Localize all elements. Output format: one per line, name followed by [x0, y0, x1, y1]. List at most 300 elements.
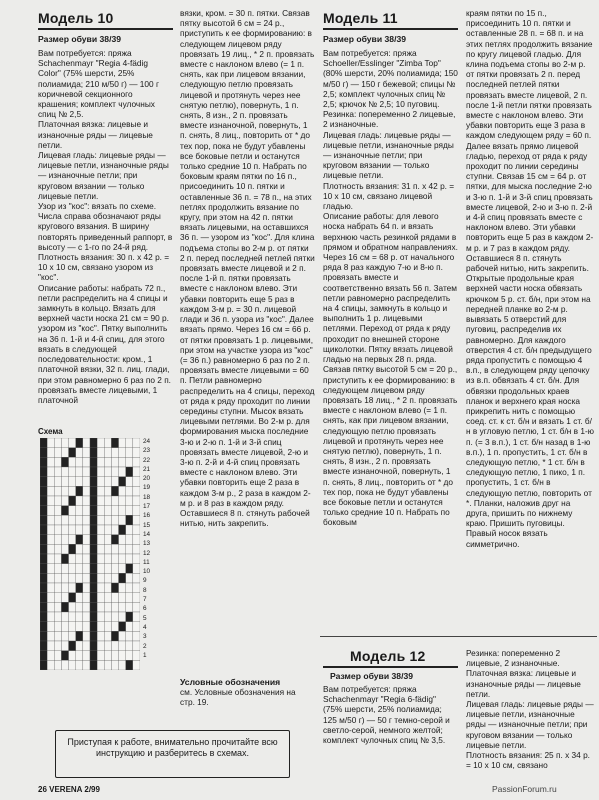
chart-cell [40, 602, 47, 612]
chart-cell [47, 564, 54, 574]
chart-cell [61, 544, 68, 554]
chart-cell [83, 515, 90, 525]
chart-cell [40, 496, 47, 506]
chart-cell [69, 535, 76, 545]
chart-row-number: 2 [143, 642, 147, 650]
chart-row-number: 4 [143, 623, 147, 631]
chart-cell [61, 506, 68, 516]
chart-cell [83, 496, 90, 506]
chart-cell [119, 448, 126, 458]
chart-cell [126, 467, 133, 477]
chart-cell [126, 554, 133, 564]
chart-cell [54, 573, 61, 583]
chart-cell [111, 535, 118, 545]
chart-cell [126, 448, 133, 458]
chart-cell [76, 651, 83, 661]
site-watermark: PassionForum.ru [492, 784, 557, 794]
chart-cell [133, 544, 140, 554]
chart-cell [76, 438, 83, 448]
chart-cell [133, 564, 140, 574]
chart-cell [90, 438, 97, 448]
chart-cell [76, 622, 83, 632]
chart-cell [97, 506, 104, 516]
chart-cell [76, 564, 83, 574]
chart-cell [111, 438, 118, 448]
chart-cell [133, 496, 140, 506]
chart-cell [40, 486, 47, 496]
chart-cell [119, 564, 126, 574]
chart-cell [54, 486, 61, 496]
chart-cell [69, 467, 76, 477]
chart-cell [40, 564, 47, 574]
chart-cell [111, 554, 118, 564]
chart-cell [61, 651, 68, 661]
chart-cell [54, 660, 61, 670]
chart-cell [104, 593, 111, 603]
chart-cell [54, 457, 61, 467]
chart-cell [69, 496, 76, 506]
chart-cell [76, 486, 83, 496]
chart-cell [126, 535, 133, 545]
chart-cell [104, 515, 111, 525]
chart-row-numbers [143, 437, 150, 660]
chart-cell [69, 457, 76, 467]
chart-cell [76, 544, 83, 554]
chart-cell [126, 486, 133, 496]
chart-cell [47, 573, 54, 583]
chart-cell [104, 602, 111, 612]
chart-cell [47, 593, 54, 603]
chart-cell [119, 641, 126, 651]
chart-cell [111, 602, 118, 612]
chart-cell [69, 477, 76, 487]
chart-cell [119, 438, 126, 448]
chart-cell [40, 457, 47, 467]
chart-cell [47, 525, 54, 535]
chart-row-number: 1 [143, 651, 147, 659]
chart-cell [76, 583, 83, 593]
chart-cell [133, 506, 140, 516]
chart-cell [76, 641, 83, 651]
chart-cell [69, 660, 76, 670]
chart-cell [111, 622, 118, 632]
chart-cell [69, 651, 76, 661]
chart-cell [61, 477, 68, 487]
chart-cell [61, 573, 68, 583]
chart-cell [97, 496, 104, 506]
chart-cell [104, 554, 111, 564]
chart-cell [90, 622, 97, 632]
chart-cell [83, 602, 90, 612]
chart-cell [83, 448, 90, 458]
chart-cell [76, 573, 83, 583]
chart-row-number: 17 [143, 503, 151, 511]
chart-cell [104, 525, 111, 535]
model-10-size: Размер обуви 38/39 [38, 34, 122, 44]
chart-cell [54, 496, 61, 506]
chart-cell [104, 477, 111, 487]
chart-cell [111, 457, 118, 467]
chart-cell [47, 641, 54, 651]
chart-row-number: 9 [143, 577, 147, 585]
chart-row-number: 22 [143, 456, 151, 464]
chart-cell [47, 602, 54, 612]
chart-cell [69, 448, 76, 458]
chart-cell [126, 612, 133, 622]
chart-cell [54, 438, 61, 448]
chart-row-number: 19 [143, 484, 151, 492]
chart-cell [61, 554, 68, 564]
chart-cell [40, 573, 47, 583]
chart-cell [126, 593, 133, 603]
chart-cell [126, 438, 133, 448]
chart-cell [111, 573, 118, 583]
chart-cell [90, 525, 97, 535]
chart-cell [97, 573, 104, 583]
chart-cell [119, 535, 126, 545]
chart-cell [119, 593, 126, 603]
chart-cell [104, 564, 111, 574]
chart-cell [133, 525, 140, 535]
chart-cell [47, 515, 54, 525]
chart-cell [69, 564, 76, 574]
chart-cell [76, 457, 83, 467]
chart-cell [54, 651, 61, 661]
chart-cell [83, 612, 90, 622]
chart-cell [76, 496, 83, 506]
chart-row-number: 7 [143, 596, 147, 604]
model-11-title: Модель 11 [323, 10, 398, 26]
chart-cell [69, 486, 76, 496]
chart-cell [104, 612, 111, 622]
chart-cell [47, 467, 54, 477]
chart-cell [97, 622, 104, 632]
chart-cell [47, 544, 54, 554]
chart-cell [90, 631, 97, 641]
chart-row-number: 21 [143, 465, 151, 473]
chart-cell [40, 535, 47, 545]
chart-cell [97, 467, 104, 477]
chart-cell [126, 660, 133, 670]
chart-cell [76, 593, 83, 603]
chart-cell [61, 641, 68, 651]
chart-cell [104, 496, 111, 506]
chart-cell [40, 641, 47, 651]
model-12-text-col3: Вам потребуется: пряжа Schachenmayr "Regia 6-fädig" (75% шерсти, 25% полиамида; 125 м/50 г) — 50 г темно-серой и светло-серой, немного желтой; комплект чулочных спиц № 3,5. [323, 684, 450, 746]
chart-cell [76, 554, 83, 564]
chart-cell [61, 612, 68, 622]
chart-cell [47, 438, 54, 448]
chart-cell [119, 622, 126, 632]
legend-text: см. Условные обозначения на стр. 19. [180, 687, 296, 708]
chart-cell [47, 506, 54, 516]
chart-cell [90, 651, 97, 661]
chart-cell [76, 631, 83, 641]
chart-cell [83, 651, 90, 661]
chart-cell [83, 554, 90, 564]
chart-cell [126, 622, 133, 632]
chart-cell [61, 525, 68, 535]
chart-cell [54, 477, 61, 487]
chart-cell [133, 660, 140, 670]
chart-cell [104, 467, 111, 477]
chart-cell [111, 515, 118, 525]
chart-cell [47, 631, 54, 641]
legend-title: Условные обозначения [180, 677, 281, 687]
chart-cell [111, 641, 118, 651]
chart-cell [47, 583, 54, 593]
chart-cell [69, 612, 76, 622]
chart-cell [111, 612, 118, 622]
chart-cell [97, 651, 104, 661]
chart-cell [104, 438, 111, 448]
chart-cell [126, 651, 133, 661]
chart-cell [83, 641, 90, 651]
chart-cell [90, 583, 97, 593]
chart-cell [97, 438, 104, 448]
model-10-rule [38, 28, 173, 30]
chart-cell [133, 486, 140, 496]
chart-cell [61, 457, 68, 467]
chart-cell [76, 515, 83, 525]
chart-cell [40, 477, 47, 487]
chart-cell [54, 448, 61, 458]
chart-cell [40, 660, 47, 670]
model-12-divider [320, 636, 597, 637]
chart-cell [111, 564, 118, 574]
notice-box: Приступая к работе, внимательно прочитайте всю инструкцию и разберитесь в схемах. [55, 730, 290, 778]
model-10-title: Модель 10 [38, 10, 114, 26]
chart-row-number: 6 [143, 605, 147, 613]
chart-cell [54, 583, 61, 593]
chart-cell [119, 612, 126, 622]
chart-cell [119, 496, 126, 506]
chart-cell [126, 506, 133, 516]
chart-cell [97, 554, 104, 564]
chart-cell [54, 631, 61, 641]
chart-cell [119, 651, 126, 661]
chart-cell [40, 651, 47, 661]
chart-cell [47, 457, 54, 467]
chart-cell [126, 564, 133, 574]
chart-cell [119, 573, 126, 583]
chart-cell [47, 535, 54, 545]
chart-cell [97, 564, 104, 574]
chart-cell [119, 525, 126, 535]
chart-cell [97, 457, 104, 467]
chart-cell [119, 457, 126, 467]
chart-cell [47, 496, 54, 506]
model-12-rule [323, 666, 458, 668]
chart-cell [54, 564, 61, 574]
chart-cell [83, 564, 90, 574]
model-11-text-col3: Вам потребуется: пряжа Schoeller/Esslinger "Zimba Top" (80% шерсти, 20% полиамида; 150 м/50 г) — 150 г бежевой; спицы № 2,5; комплект чулочных спиц № 2,5; крючок № 2,5; 10 пуговиц. Резинка: попеременно 2 лицевые, 2 изнаночные. Лицевая гладь: лицевые ряды — лицевые петли, изнаночные ряды — изнаночные петли; при круговом вязании — только лицевые петли. Плотность вязания: 31 п. х 42 р. = 10 х 10 см, связано лицевой гладью. Описание работы: для левого носка набрать 64 п. и вязать верхнюю часть резинкой рядами в прямом и обратном направлениях. Через 16 см = 68 р. от начального ряда 8 раз каждую 7-ю и 8-ю п. провязать вместе и соответственно вязать 56 п. Затем петли равномерно распределить на 4 спицы, замкнуть в кольцо и выполнить 1 р. лицевыми петлями. Переход от ряда к ряду проходит по внешней стороне щиколотки. Пятку вязать лицевой гладью на первых 28 п. ряда. Связав пятку высотой 5 см = 20 р., приступить к ее формированию: в следующем лицевом ряду провязать 18 лиц., * 2 п. провязать вместе с наклоном влево (= 1 п. снять, как при лицевом вязании, следующую петлю провязать лицевой и протянуть через нее снятую петлю), повернуть, 1 п. снять, 8 изн., 2 п. провязать вместе изнаночной, повернуть, 1 п. снять, 8 лиц., повторить от * до тех пор, пока не будут убавлены все боковые петли и останутся только средние 10 п. Набрать по боковым [323, 48, 458, 528]
chart-cell [111, 506, 118, 516]
legend [180, 677, 310, 708]
chart-cell [97, 631, 104, 641]
chart-cell [40, 622, 47, 632]
chart-cell [126, 457, 133, 467]
chart-cell [90, 467, 97, 477]
chart-cell [76, 602, 83, 612]
chart-cell [119, 477, 126, 487]
chart-cell [40, 525, 47, 535]
chart-cell [126, 515, 133, 525]
chart-cell [40, 448, 47, 458]
chart-cell [90, 660, 97, 670]
chart-cell [83, 622, 90, 632]
chart-cell [54, 515, 61, 525]
chart-cell [126, 573, 133, 583]
chart-cell [61, 486, 68, 496]
chart-cell [119, 486, 126, 496]
chart-cell [104, 651, 111, 661]
chart-cell [104, 573, 111, 583]
chart-cell [61, 438, 68, 448]
chart-cell [83, 438, 90, 448]
chart-cell [133, 535, 140, 545]
chart-cell [83, 467, 90, 477]
chart-cell [97, 612, 104, 622]
chart-cell [104, 506, 111, 516]
chart-cell [104, 660, 111, 670]
chart-cell [61, 631, 68, 641]
chart-cell [76, 467, 83, 477]
chart-cell [69, 622, 76, 632]
chart-cell [47, 486, 54, 496]
chart-cell [104, 583, 111, 593]
chart-cell [90, 535, 97, 545]
chart-cell [133, 438, 140, 448]
chart-cell [61, 535, 68, 545]
chart-cell [47, 448, 54, 458]
chart-cell [40, 544, 47, 554]
chart-cell [97, 448, 104, 458]
chart-cell [90, 515, 97, 525]
chart-cell [104, 631, 111, 641]
chart-cell [90, 612, 97, 622]
chart-cell [47, 660, 54, 670]
chart-cell [119, 602, 126, 612]
chart-cell [111, 448, 118, 458]
chart-cell [69, 593, 76, 603]
chart-cell [126, 631, 133, 641]
chart-cell [133, 457, 140, 467]
model-11-rule [323, 28, 458, 30]
chart-cell [90, 457, 97, 467]
chart-cell [83, 631, 90, 641]
chart-cell [119, 660, 126, 670]
chart-cell [76, 612, 83, 622]
chart-cell [47, 554, 54, 564]
chart-cell [111, 486, 118, 496]
chart-cell [61, 602, 68, 612]
chart-cell [90, 506, 97, 516]
chart-cell [111, 631, 118, 641]
chart-cell [97, 641, 104, 651]
chart-cell [40, 583, 47, 593]
chart-cell [97, 525, 104, 535]
chart-cell [54, 641, 61, 651]
chart-cell [111, 467, 118, 477]
chart-cell [133, 602, 140, 612]
chart-cell [119, 515, 126, 525]
model-10-text-col2: вязки, кром. = 30 п. пятки. Связав пятку высотой 6 см = 24 р., приступить к ее формированию: в следующем лицевом ряду провязать 19 лиц., * 2 п. провязать вместе с наклоном влево (= 1 п. снять, как при лицевом вязании, следующую петлю провязать лицевой и протянуть через нее снятую петлю), повернуть, 1 п. снять, 8 изн., 2 п. провязать вместе изнаночной, повернуть, 1 п. снять, 8 лиц., повторить от * до тех пор, пока не будут убавлены все боковые петли и останутся только средние 10 п. Набрать по боковым краям пятки по 16 п., присоединить 10 п. пятки и оставленные 36 п. = 78 п., на этих петлях продолжить вязание по кругу, при этом на 42 п. пятки вязать лицевыми, на оставшихся 36 п. — узором из "кос". Для клина подъема стопы во 2-м р. от пятки 2 п. перед последней петлей пятки провязать вместе лицевой и 2 п. после 1-й п. пятки провязать вместе с наклоном влево. Эти убавки повторить еще 5 раз в каждом 3-м р. = 30 п. лицевой глади и 36 п. узора из "кос". Далее вязать прямо. Через 16 см = 66 р. от пятки провязать 1 р. лицевыми, при этом на участке узора из "кос" (= 36 п.) равномерно 6 раз по 2 п. провязать вместе лицевыми = 60 п. Петли равномерно распределить на 4 спицы, переход от ряда к ряду проходит по линии середины ступни. Мысок вязать лицевыми петлями. Во 2-м р. для формирования мыска последние 3-ю и 2-ю п. 1-й и 3-й спиц провязать вместе лицевой, 2-ю и 3-ю п. 2-й и 4-й спиц провязать вместе с наклоном влево. Эти убавки повторить еще 2 раза в каждом 3-м р., 2 раза в каждом 2-м р. и 8 раз в каждом ряду. Оставшиеся 8 п. стянуть рабочей нитью, нить закрепить. [180, 8, 315, 529]
chart-cell [83, 457, 90, 467]
chart-cell [90, 564, 97, 574]
chart-cell [54, 467, 61, 477]
chart-cell [83, 573, 90, 583]
chart-cell [133, 515, 140, 525]
chart-cell [47, 622, 54, 632]
chart-cell [126, 477, 133, 487]
chart-row-number: 8 [143, 586, 147, 594]
chart-cell [111, 593, 118, 603]
chart-cell [133, 612, 140, 622]
chart-cell [111, 525, 118, 535]
chart-cell [40, 631, 47, 641]
chart-cell [126, 602, 133, 612]
chart-cell [104, 486, 111, 496]
chart-cell [83, 544, 90, 554]
chart-row-number: 24 [143, 438, 151, 445]
chart-cell [83, 525, 90, 535]
chart-cell [40, 554, 47, 564]
chart-cell [90, 496, 97, 506]
chart-cell [54, 602, 61, 612]
chart-row-number: 12 [143, 549, 151, 557]
chart-cell [126, 525, 133, 535]
chart-cell [61, 564, 68, 574]
chart-cell [69, 506, 76, 516]
chart-cell [104, 622, 111, 632]
chart-cell [97, 593, 104, 603]
chart-cell [126, 641, 133, 651]
chart-row-number: 3 [143, 633, 147, 641]
chart-cell [119, 544, 126, 554]
chart-cell [40, 612, 47, 622]
chart-cell [97, 544, 104, 554]
chart-cell [40, 438, 47, 448]
chart-cell [111, 660, 118, 670]
chart-row-number: 23 [143, 447, 151, 455]
chart-cell [133, 554, 140, 564]
chart-cell [54, 612, 61, 622]
chart-cell [104, 641, 111, 651]
chart-cell [111, 651, 118, 661]
chart-cell [111, 544, 118, 554]
chart-cell [54, 593, 61, 603]
chart-cell [54, 544, 61, 554]
chart-cell [69, 438, 76, 448]
chart-cell [90, 448, 97, 458]
chart-row-number: 18 [143, 493, 151, 501]
chart-row-number: 13 [143, 540, 151, 548]
chart-cell [76, 448, 83, 458]
chart-cell [97, 486, 104, 496]
chart-cell [126, 496, 133, 506]
chart-cell [133, 573, 140, 583]
chart-cell [54, 525, 61, 535]
chart-cell [133, 448, 140, 458]
chart-grid [40, 438, 140, 670]
chart-cell [133, 622, 140, 632]
chart-row-number: 11 [143, 558, 150, 566]
chart-cell [69, 544, 76, 554]
chart-cell [61, 467, 68, 477]
chart-cell [133, 467, 140, 477]
chart-cell [133, 477, 140, 487]
